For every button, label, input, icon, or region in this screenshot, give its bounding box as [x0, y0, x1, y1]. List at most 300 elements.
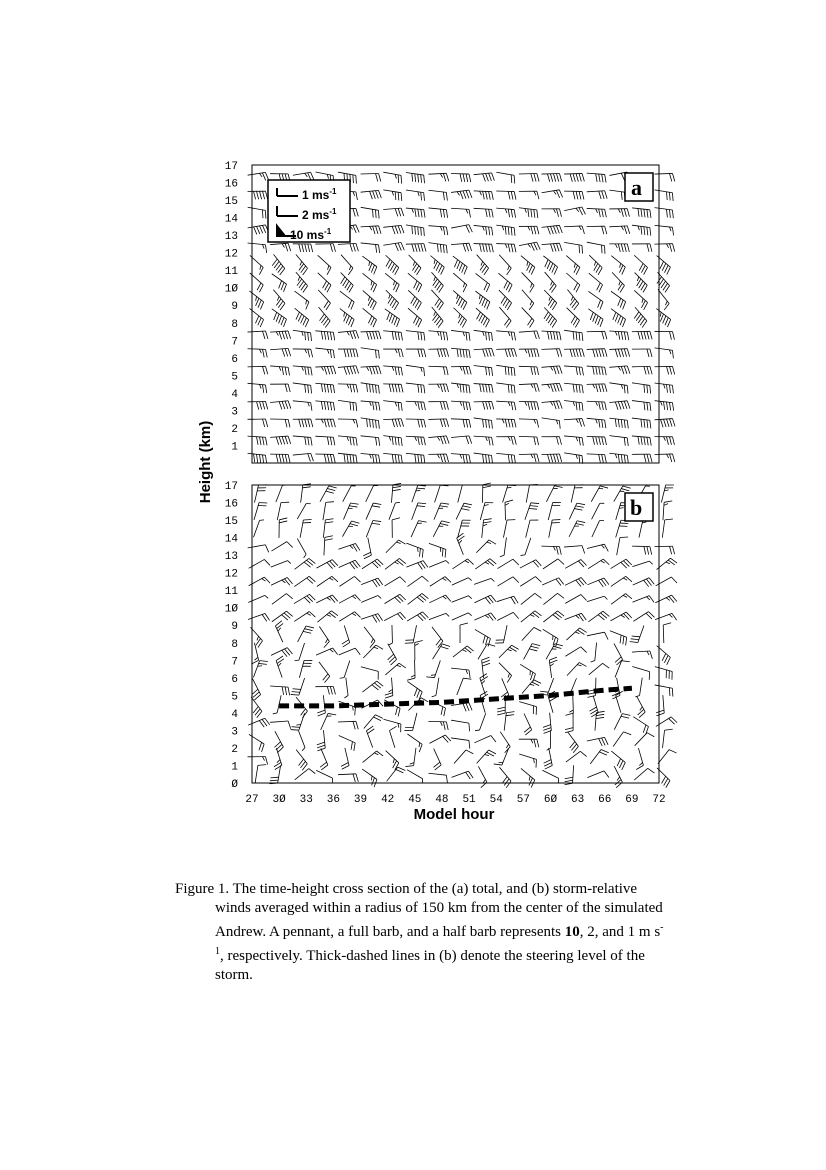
- wind-barb: [633, 596, 655, 603]
- wind-barb: [589, 663, 609, 675]
- wind-barb: [316, 648, 338, 655]
- wind-barb: [318, 255, 331, 274]
- wind-barb: [588, 559, 609, 569]
- wind-barb: [542, 578, 564, 586]
- x-tick-label: 6Ø: [543, 794, 558, 806]
- wind-barb: [275, 621, 283, 643]
- wind-barb: [340, 309, 354, 328]
- wind-barb: [454, 750, 473, 764]
- wind-barb: [526, 520, 539, 537]
- wind-barb: [296, 255, 308, 275]
- y-tick-label: 2: [231, 423, 238, 436]
- wind-barb: [319, 662, 330, 683]
- wind-barb: [452, 559, 473, 569]
- wind-barb: [498, 559, 519, 568]
- wind-barb: [385, 577, 406, 586]
- wind-barb: [474, 173, 495, 182]
- wind-barb: [519, 739, 539, 747]
- wind-barb: [385, 678, 393, 699]
- wind-barb: [519, 366, 539, 375]
- wind-barb: [248, 225, 269, 235]
- wind-barb: [428, 384, 448, 392]
- wind-barb: [409, 255, 421, 275]
- wind-barb: [496, 383, 515, 394]
- wind-barb: [496, 401, 516, 410]
- x-tick-label: 33: [299, 794, 313, 806]
- wind-barb: [338, 349, 358, 357]
- steering-level-line: [279, 688, 632, 706]
- wind-barb: [451, 208, 470, 217]
- wind-barb: [293, 383, 312, 394]
- wind-barb: [474, 384, 493, 393]
- wind-barb: [362, 559, 383, 569]
- wind-barb: [407, 734, 422, 752]
- wind-barb: [655, 401, 674, 411]
- wind-barb: [499, 255, 511, 275]
- wind-barb: [294, 576, 315, 586]
- wind-barb: [248, 191, 268, 199]
- wind-barb: [385, 594, 406, 603]
- wind-barb: [295, 308, 309, 327]
- wind-barb: [299, 660, 312, 677]
- wind-barb: [248, 331, 268, 339]
- wind-barb: [634, 768, 654, 780]
- wind-barb: [318, 273, 331, 292]
- wind-barb: [541, 454, 561, 462]
- wind-barb: [430, 577, 451, 587]
- wind-barb: [428, 454, 448, 462]
- wind-barb: [564, 242, 582, 253]
- panel-b-wind-barbs: [248, 483, 678, 788]
- wind-barb: [342, 521, 359, 537]
- wind-barb: [496, 437, 516, 445]
- wind-barb: [300, 519, 312, 537]
- wind-barb: [406, 208, 425, 218]
- wind-barb: [270, 366, 289, 375]
- wind-barb: [270, 419, 290, 427]
- wind-barb: [478, 766, 487, 787]
- wind-barb: [363, 308, 377, 327]
- wind-barb: [546, 644, 563, 660]
- wind-barb: [405, 625, 417, 643]
- wind-barb: [341, 255, 353, 275]
- y-tick-label: 8: [231, 638, 238, 651]
- y-tick-label: 1: [231, 761, 238, 774]
- wind-barb: [542, 401, 563, 409]
- wind-barb: [655, 366, 675, 374]
- y-tick-label: 6: [231, 673, 238, 686]
- wind-barb: [542, 418, 561, 429]
- wind-barb: [542, 383, 563, 392]
- wind-barb: [383, 419, 403, 427]
- wind-barb: [613, 732, 631, 747]
- wind-barb: [433, 644, 450, 659]
- x-tick-label: 3Ø: [272, 794, 286, 806]
- wind-barb: [568, 732, 579, 753]
- wind-barb: [655, 613, 677, 620]
- wind-barb: [428, 243, 447, 254]
- wind-barb: [270, 331, 290, 339]
- wind-barb: [408, 308, 422, 327]
- wind-barb: [496, 225, 515, 236]
- wind-barb: [412, 503, 426, 520]
- wind-barb: [319, 307, 331, 327]
- wind-barb: [566, 256, 580, 275]
- wind-barb: [632, 546, 652, 555]
- wind-barb: [522, 290, 534, 310]
- wind-barb: [564, 191, 584, 199]
- wind-barb: [361, 207, 379, 218]
- wind-barb: [587, 366, 606, 375]
- wind-barb: [339, 612, 360, 622]
- wind-barb: [295, 643, 305, 661]
- wind-barb: [615, 661, 630, 678]
- wind-barb: [522, 680, 541, 694]
- wind-barb: [344, 678, 348, 698]
- wind-barb: [297, 503, 310, 519]
- wind-barb: [429, 613, 449, 619]
- wind-barb: [542, 225, 563, 234]
- wind-barb: [521, 611, 542, 622]
- wind-barb: [525, 503, 539, 520]
- wind-barb: [460, 623, 468, 643]
- wind-barb: [544, 290, 557, 310]
- wind-barb: [428, 436, 449, 444]
- wind-barb: [277, 502, 289, 520]
- wind-barb: [566, 751, 587, 762]
- wind-barb: [320, 486, 337, 502]
- wind-barb: [316, 560, 337, 569]
- wind-barb: [498, 273, 512, 292]
- wind-barb: [294, 612, 315, 622]
- wind-barb: [383, 349, 403, 357]
- wind-barb: [408, 593, 429, 604]
- wind-barb: [587, 544, 608, 551]
- wind-barb: [315, 436, 334, 445]
- wind-barb: [633, 578, 655, 587]
- wind-barb: [406, 561, 428, 570]
- wind-barb: [361, 366, 381, 374]
- wind-barb: [588, 309, 603, 327]
- wind-barb: [457, 678, 472, 695]
- wind-barb: [655, 667, 672, 680]
- wind-barb: [567, 289, 578, 310]
- wind-barb: [316, 595, 337, 603]
- wind-barb: [293, 436, 312, 446]
- wind-barb: [635, 733, 655, 746]
- y-tick-label: 5: [231, 691, 238, 704]
- caption-line-1: Figure 1. The time-height cross section of the (a) total, and (b) storm-relative: [175, 881, 638, 897]
- wind-barb: [248, 207, 266, 218]
- wind-barb: [569, 503, 585, 519]
- wind-barb: [341, 748, 349, 769]
- x-tick-label: 66: [598, 794, 612, 806]
- wind-barb: [386, 540, 406, 553]
- wind-barb: [405, 748, 416, 767]
- wind-barb: [248, 718, 270, 727]
- wind-barb: [364, 627, 375, 648]
- wind-barb: [408, 290, 421, 310]
- wind-barb: [270, 721, 291, 729]
- wind-barb: [406, 453, 425, 463]
- wind-barb: [315, 348, 334, 358]
- wind-barb: [454, 308, 467, 328]
- wind-barb: [271, 578, 292, 586]
- wind-barb: [429, 735, 450, 743]
- wind-barb: [611, 291, 626, 309]
- wind-barb: [520, 577, 541, 587]
- x-tick-label: 72: [652, 794, 666, 806]
- y-tick-label: 1: [231, 441, 238, 454]
- wind-barb: [611, 559, 632, 568]
- y-tick-label: 11: [224, 586, 238, 599]
- wind-barb: [389, 726, 396, 747]
- wind-barb: [519, 331, 540, 339]
- wind-barb: [412, 485, 426, 502]
- wind-barb: [361, 578, 383, 587]
- wind-barb: [477, 750, 496, 763]
- wind-barb: [499, 307, 511, 327]
- wind-barb: [632, 225, 651, 236]
- y-tick-label: 16: [224, 498, 238, 511]
- wind-barb: [476, 308, 489, 327]
- wind-barb: [253, 661, 267, 678]
- wind-barb: [361, 667, 378, 680]
- wind-barb: [655, 225, 674, 235]
- wind-barb: [655, 685, 673, 697]
- legend-label-2: 2 $ms^{-1}$: [302, 207, 337, 222]
- wind-barb: [609, 453, 628, 463]
- wind-barb: [565, 578, 586, 587]
- wind-barb: [248, 453, 267, 463]
- y-tick-label: 4: [231, 388, 238, 401]
- wind-barb: [406, 401, 426, 410]
- wind-barb: [428, 331, 447, 341]
- wind-barb: [296, 750, 307, 771]
- wind-barb: [519, 454, 539, 462]
- wind-barb: [496, 244, 516, 253]
- panel-b-letter: b: [630, 495, 643, 520]
- wind-barb: [431, 256, 445, 275]
- wind-barb: [567, 662, 586, 675]
- wind-barb: [383, 401, 402, 411]
- wind-barb: [474, 225, 493, 235]
- wind-barb: [458, 485, 471, 502]
- wind-barb: [361, 383, 380, 394]
- y-tick-label: 13: [224, 231, 238, 244]
- wind-barb: [270, 454, 290, 462]
- wind-barb: [296, 272, 308, 292]
- wind-barb: [407, 770, 423, 784]
- wind-barb: [392, 518, 400, 538]
- wind-barb: [521, 256, 535, 275]
- wind-barb: [298, 626, 314, 642]
- wind-barb: [611, 309, 626, 327]
- wind-barb: [548, 503, 561, 520]
- wind-barb: [249, 734, 264, 751]
- wind-barb: [656, 695, 664, 716]
- wind-barb: [589, 273, 603, 292]
- wind-barb: [519, 419, 539, 428]
- wind-barb: [269, 765, 280, 783]
- wind-barb: [451, 243, 472, 251]
- wind-barb: [539, 678, 554, 695]
- y-tick-label: 3: [231, 406, 238, 419]
- wind-barb: [544, 307, 557, 327]
- wind-barb: [592, 521, 604, 537]
- wind-barb: [609, 401, 630, 410]
- wind-barb: [587, 632, 608, 639]
- wind-barb: [343, 486, 356, 502]
- wind-barb: [338, 400, 357, 411]
- wind-barb: [587, 173, 606, 182]
- wind-barb: [451, 383, 470, 393]
- wind-barb: [662, 519, 673, 538]
- wind-barb: [474, 436, 493, 445]
- x-tick-label: 45: [408, 794, 422, 806]
- x-tick-label: 69: [625, 794, 639, 806]
- wind-barb: [361, 226, 381, 234]
- wind-barb: [363, 291, 377, 310]
- wind-barb: [451, 173, 471, 182]
- wind-barb: [496, 453, 515, 463]
- wind-barb: [270, 348, 291, 356]
- wind-barb: [451, 225, 472, 233]
- caption-line-5: storm.: [215, 967, 253, 983]
- wind-barb: [634, 290, 647, 309]
- wind-barb: [272, 309, 287, 327]
- wind-barb: [341, 273, 354, 293]
- wind-barb: [451, 454, 470, 463]
- wind-barb: [476, 273, 490, 292]
- wind-barb: [589, 695, 598, 716]
- wind-barb: [255, 765, 266, 784]
- wind-barb: [391, 483, 401, 502]
- wind-barb: [587, 191, 607, 199]
- wind-barb: [521, 593, 542, 604]
- wind-barb: [362, 256, 377, 274]
- wind-barb: [541, 546, 561, 555]
- wind-barb: [273, 290, 285, 310]
- wind-barb: [474, 365, 493, 375]
- wind-barb: [587, 384, 607, 392]
- y-tick-label: 13: [224, 551, 238, 564]
- wind-barb: [612, 272, 624, 292]
- wind-barb: [616, 691, 623, 712]
- wind-barb: [248, 172, 269, 180]
- wind-barb: [318, 290, 330, 310]
- wind-barb: [453, 256, 467, 274]
- wind-barb: [274, 731, 283, 752]
- wind-barb: [383, 172, 401, 183]
- wind-barb: [361, 174, 381, 182]
- wind-barb: [499, 290, 512, 310]
- wind-barb: [361, 348, 380, 359]
- wind-barb: [519, 402, 539, 410]
- wind-barb: [474, 208, 494, 217]
- wind-barb: [520, 538, 530, 556]
- wind-barb: [526, 484, 538, 502]
- wind-barb: [587, 596, 607, 601]
- wind-barb: [524, 714, 532, 736]
- y-tick-label: 15: [224, 516, 238, 529]
- wind-barb: [270, 243, 291, 251]
- wind-barb: [298, 731, 305, 751]
- wind-barb: [632, 383, 651, 394]
- wind-barb: [317, 576, 338, 586]
- x-tick-label: 27: [245, 794, 259, 806]
- wind-barb: [291, 678, 305, 695]
- wind-barb: [339, 560, 361, 569]
- wind-barb: [564, 765, 573, 784]
- wind-barb: [636, 748, 643, 769]
- wind-barb: [453, 273, 467, 292]
- wind-barb: [339, 576, 360, 586]
- caption-line-2: winds averaged within a radius of 150 km from the center of the simulated: [215, 900, 663, 916]
- wind-barb: [317, 611, 338, 622]
- wind-barb: [496, 172, 514, 183]
- wind-barb: [452, 596, 472, 602]
- x-tick-label: 57: [516, 794, 530, 806]
- wind-barb: [453, 291, 467, 310]
- wind-barb: [633, 612, 654, 622]
- x-tick-label: 39: [353, 794, 368, 806]
- wind-barb: [385, 273, 399, 292]
- wind-barb: [293, 349, 313, 357]
- wind-barb: [407, 612, 428, 621]
- wind-barb: [338, 453, 357, 463]
- wind-barb: [632, 651, 652, 659]
- x-tick-label: 42: [381, 794, 395, 806]
- wind-barb: [663, 729, 673, 748]
- wind-barb: [271, 561, 291, 568]
- wind-barb: [474, 453, 493, 464]
- wind-barb: [546, 486, 562, 502]
- wind-barb: [655, 348, 674, 359]
- wind-barb: [452, 578, 472, 585]
- wind-barb: [343, 503, 358, 520]
- wind-barb: [407, 681, 422, 699]
- wind-barb: [542, 190, 563, 198]
- wind-barb: [478, 644, 495, 659]
- wind-barb: [589, 255, 602, 275]
- y-tick-label: 1Ø: [224, 283, 238, 296]
- wind-barb: [406, 244, 426, 252]
- wind-barb: [428, 366, 448, 375]
- wind-barb: [361, 190, 382, 199]
- wind-barb: [295, 558, 316, 569]
- wind-barb: [361, 436, 380, 446]
- wind-barb: [588, 611, 609, 622]
- wind-barb: [503, 520, 515, 538]
- wind-barb: [499, 663, 512, 683]
- wind-barb: [451, 703, 472, 712]
- wind-barb: [428, 173, 448, 181]
- wind-barb: [541, 173, 561, 181]
- wind-barb: [497, 596, 518, 604]
- wind-barb: [301, 484, 311, 503]
- wind-barb: [655, 244, 675, 252]
- wind-barb: [324, 536, 333, 556]
- wind-barb: [496, 365, 515, 376]
- wind-barb: [565, 713, 573, 733]
- panel-a: [225, 161, 675, 464]
- wind-barb: [522, 627, 541, 640]
- wind-barb: [632, 366, 652, 374]
- wind-barb: [566, 628, 586, 640]
- wind-barb: [428, 226, 447, 235]
- wind-barb: [384, 612, 405, 620]
